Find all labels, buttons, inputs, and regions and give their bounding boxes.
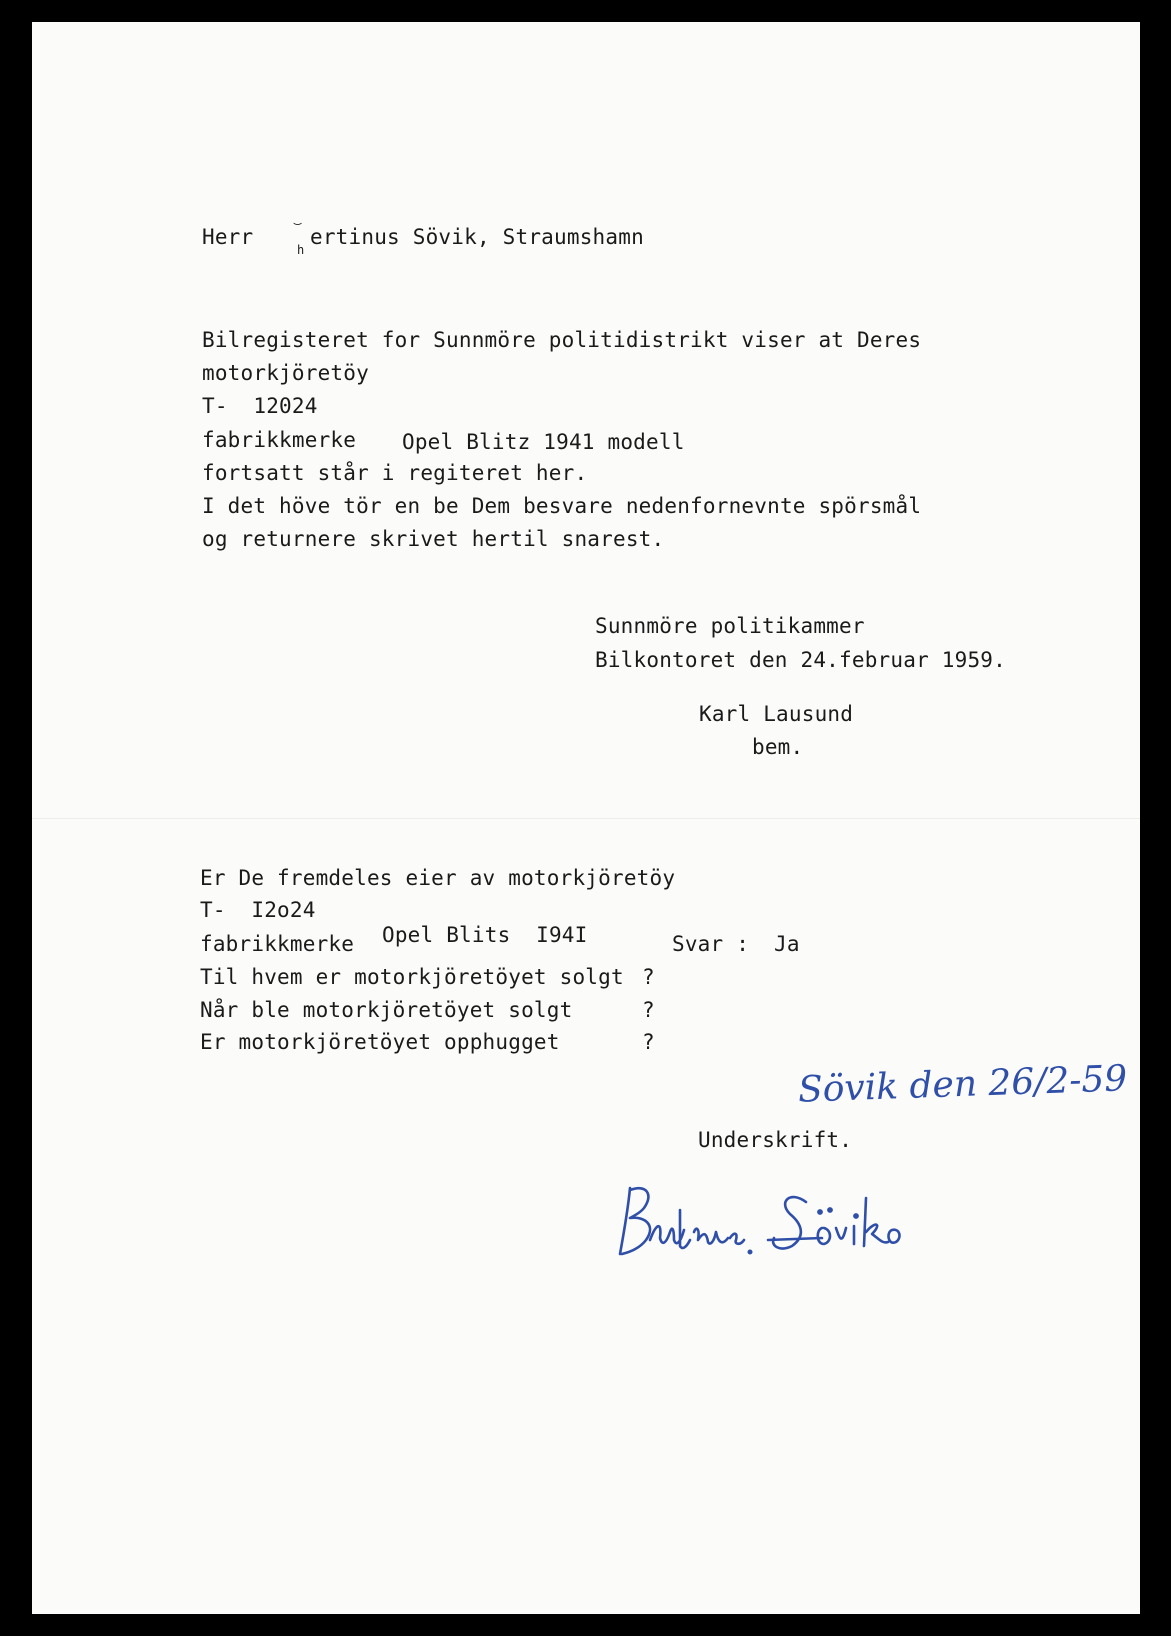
handwritten-place-date: Sövik den 26/2-59 xyxy=(797,1058,1128,1111)
answer-label: Svar : xyxy=(672,932,750,956)
make-value: Opel Blitz 1941 modell xyxy=(402,430,685,454)
body-line-5: I det höve tör en be Dem besvare nedenfornevnte spörsmål xyxy=(202,494,922,518)
signature-label: Underskrift. xyxy=(698,1128,853,1152)
body-line-4: fortsatt står i regiteret her. xyxy=(202,461,588,485)
sender-title: bem. xyxy=(752,735,804,759)
form-question-sold-date: Når ble motorkjöretöyet solgt xyxy=(200,998,573,1022)
form-make-label: fabrikkmerke xyxy=(200,932,355,956)
sender-official: Karl Lausund xyxy=(699,702,854,726)
form-question-scrapped: Er motorkjöretöyet opphugget xyxy=(200,1030,560,1054)
correction-mark-letter: h xyxy=(297,243,305,257)
registration-number: T- 12024 xyxy=(202,394,318,418)
form-registration-number: T- I2o24 xyxy=(200,898,316,922)
form-question-owner: Er De fremdeles eier av motorkjöretöy xyxy=(200,866,676,890)
form-question-buyer: Til hvem er motorkjöretöyet solgt xyxy=(200,965,624,989)
answer-value: Ja xyxy=(774,932,800,956)
make-label: fabrikkmerke xyxy=(202,428,357,452)
question-mark: ? xyxy=(642,1030,655,1054)
salutation: Herr xyxy=(202,225,254,249)
question-mark: ? xyxy=(642,998,655,1022)
addressee: ertinus Sövik, Straumshamn xyxy=(310,225,644,249)
body-line-6: og returnere skrivet hertil snarest. xyxy=(202,527,665,551)
fold-line xyxy=(32,818,1140,819)
handwritten-signature xyxy=(610,1180,950,1270)
correction-mark-top: ‿ xyxy=(294,211,302,225)
letter-sheet xyxy=(32,22,1140,1614)
body-line-2: motorkjöretöy xyxy=(202,361,369,385)
question-mark: ? xyxy=(642,965,655,989)
sender-date: Bilkontoret den 24.februar 1959. xyxy=(595,648,1006,672)
sender-office: Sunnmöre politikammer xyxy=(595,614,865,638)
form-make-value: Opel Blits I94I xyxy=(382,923,588,947)
body-line-1: Bilregisteret for Sunnmöre politidistrikt viser at Deres xyxy=(202,328,922,352)
